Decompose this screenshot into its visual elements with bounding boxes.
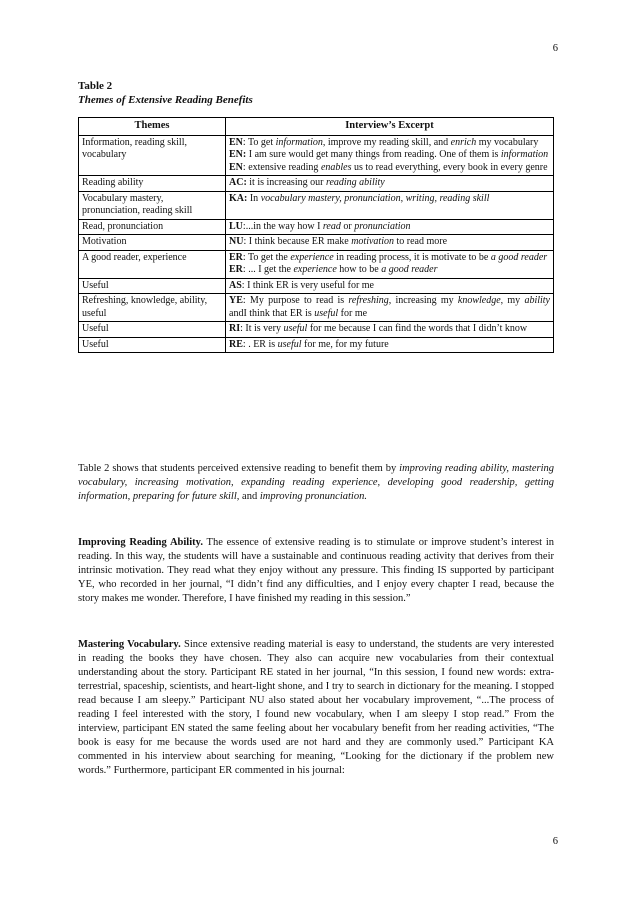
participant-code: RI: [229, 323, 241, 334]
code-separator: :: [242, 161, 246, 173]
excerpt-cell: [226, 219, 554, 235]
theme-cell: Read, pronunciation: [79, 219, 226, 235]
theme-cell: Vocabulary mastery, pronunciation, reading skill: [79, 191, 226, 219]
code-separator: :: [242, 251, 246, 263]
excerpt-text: In vocabulary mastery, pronunciation, writing, reading skill: [247, 192, 490, 204]
participant-code: NU: [229, 236, 244, 247]
header-themes: Themes: [79, 118, 226, 136]
table-row: [79, 219, 554, 235]
excerpt-line: [229, 323, 550, 336]
page-number-top: 6: [552, 43, 558, 54]
excerpt-text: . ER is useful for me, for my future: [245, 338, 389, 350]
excerpt-text: To get information, improve my reading skill, and enrich my vocabulary: [245, 136, 539, 148]
table-row: [79, 235, 554, 251]
excerpt-text: it is increasing our reading ability: [246, 177, 385, 188]
excerpt-text: I am sure would get many things from reading. One of them is information: [246, 149, 549, 160]
excerpt-cell: [226, 337, 554, 353]
excerpt-text: It is very useful for me because I can find the words that I didn’t know: [242, 323, 528, 334]
table-row: [79, 294, 554, 322]
participant-code: EN: [229, 136, 243, 148]
paragraph-reading-ability-text: The essence of extensive reading is to stimulate or improve student’s interest in reading. In this way, the students will have a sustainable and continuous reading activity that derives from their intrinsic motivation. They read what they enjoy without any pressure. This finding IS supported by participant YE, who recorded in her journal, “I didn’t find any difficulties, and I enjoy every chapter I read, because the story makes me wonder. Therefore, I have finished my reading in this session.”: [78, 537, 554, 604]
table-row: [79, 191, 554, 219]
excerpt-line: [229, 177, 550, 190]
code-separator: :: [241, 279, 245, 291]
table-header-row: [79, 118, 554, 136]
table-row: [79, 250, 554, 278]
code-separator: :: [242, 136, 246, 148]
themes-table: [78, 117, 554, 353]
participant-code: RE: [229, 338, 243, 350]
excerpt-text: My purpose to read is refreshing, increasing my knowledge, my ability andI think that ER is useful for me: [229, 295, 550, 319]
excerpt-cell: [226, 322, 554, 338]
excerpt-line: [229, 339, 550, 352]
code-separator: :: [240, 323, 243, 334]
theme-cell: Motivation: [79, 235, 226, 251]
table-title: Themes of Extensive Reading Benefits: [78, 94, 253, 106]
code-separator: :: [242, 295, 246, 306]
table-row: [79, 278, 554, 294]
participant-code: AC:: [229, 177, 247, 188]
theme-cell: A good reader, experience: [79, 250, 226, 278]
excerpt-line: [229, 295, 550, 320]
excerpt-line: [229, 193, 550, 206]
participant-code: EN: [229, 161, 243, 173]
excerpt-line: [229, 264, 550, 277]
code-separator: :: [242, 264, 246, 275]
excerpt-cell: [226, 250, 554, 278]
paragraph-table-summary: Table 2 shows that students perceived extensive reading to benefit them by improving reading ability, mastering vocabulary, increasing motivation, expanding reading experience, developing good readership, getting information, preparing for future skill, and improving pronunciation.: [78, 463, 554, 502]
excerpt-line: [229, 236, 550, 249]
excerpt-line: [229, 221, 550, 234]
participant-code: ER: [229, 264, 243, 275]
heading-reading-ability: Improving Reading Ability.: [78, 537, 203, 548]
excerpt-text: extensive reading enables us to read everything, every book in every genre: [245, 161, 548, 173]
excerpt-text: To get the experience in reading process, it is motivate to be a good reader: [245, 251, 548, 263]
excerpt-line: [229, 137, 550, 150]
table-body: [79, 135, 554, 353]
theme-cell: Reading ability: [79, 176, 226, 192]
table-caption: Table 2: [78, 80, 113, 92]
code-separator: :: [242, 338, 246, 350]
excerpt-line: [229, 252, 550, 265]
excerpt-cell: [226, 176, 554, 192]
participant-code: ER: [229, 251, 243, 263]
excerpt-cell: [226, 135, 554, 176]
excerpt-line: [229, 149, 550, 162]
participant-code: YE: [229, 295, 243, 306]
participant-code: LU: [229, 220, 243, 232]
participant-code: EN:: [229, 149, 247, 160]
table-row: [79, 337, 554, 353]
paragraph-reading-ability: [78, 536, 554, 606]
heading-vocabulary: Mastering Vocabulary.: [78, 639, 181, 650]
excerpt-text: I think because ER make motivation to read more: [246, 236, 448, 247]
excerpt-cell: [226, 294, 554, 322]
theme-cell: Useful: [79, 337, 226, 353]
code-separator: :: [243, 236, 247, 247]
theme-cell: Information, reading skill, vocabulary: [79, 135, 226, 176]
theme-cell: Useful: [79, 278, 226, 294]
participant-code: AS: [229, 279, 242, 291]
excerpt-cell: [226, 235, 554, 251]
excerpt-cell: [226, 278, 554, 294]
excerpt-line: [229, 280, 550, 293]
theme-cell: Useful: [79, 322, 226, 338]
paragraph-vocabulary: [78, 638, 554, 778]
table-row: [79, 176, 554, 192]
table-row: [79, 135, 554, 176]
paragraph-vocabulary-text: Since extensive reading material is easy to understand, the students are very interested in reading the books they have chosen. They also can acquire new vocabularies from their contextual understanding about the story. Participant RE stated in her journal, “In this session, I found new words: extra-terrestrial, spaceship, scientists, and heart-light shone, and I try to search in dictionary for the meaning. I stopped read because I am sleepy.” Participant NU also stated about her vocabulary improvement, “...The process of reading I feel interested with the story, I found new vocabulary, when I am sleepy I stop read.” From the interview, participant EN stated the same feeling about her vocabulary benefit from her reading activities, “The book is easy for me because the words used are not hard and they are commonly used.” Participant KA commented in his interview about searching for meaning, “Looking for the dictionary if the problem new words.” Furthermore, participant ER commented in his journal:: [78, 639, 555, 776]
header-excerpt: Interview’s Excerpt: [226, 118, 554, 136]
participant-code: KA:: [229, 192, 248, 204]
code-separator: :: [242, 220, 246, 232]
excerpt-text: ...in the way how I read or pronunciation: [245, 220, 411, 232]
excerpt-text: ... I get the experience how to be a good reader: [245, 264, 438, 275]
excerpt-line: [229, 162, 550, 175]
theme-cell: Refreshing, knowledge, ability, useful: [79, 294, 226, 322]
excerpt-text: I think ER is very useful for me: [244, 279, 374, 291]
table-row: [79, 322, 554, 338]
excerpt-cell: [226, 191, 554, 219]
page-number-bottom: 6: [552, 836, 558, 847]
